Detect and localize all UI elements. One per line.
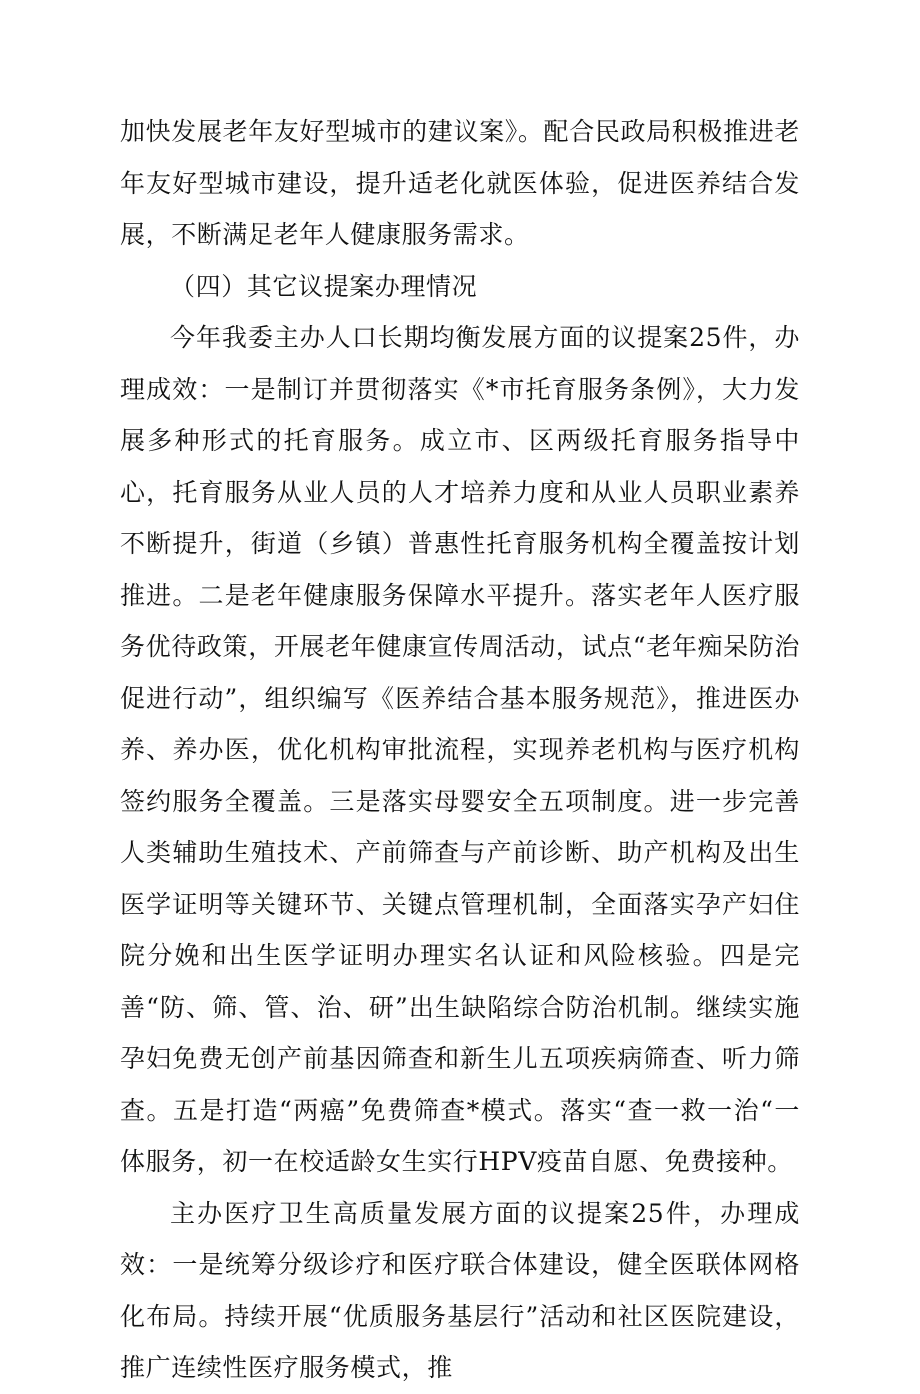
document-body	[120, 106, 800, 1394]
paragraph-medical-proposals: 主办医疗卫生高质量发展方面的议提案25件，办理成效：一是统筹分级诊疗和医疗联合体建设，健全医联体网格化布局。持续开展“优质服务基层行”活动和社区医院建设，推广连续性医疗服务模式，推	[120, 1198, 800, 1382]
paragraph-population-proposals: 今年我委主办人口长期均衡发展方面的议提案25件，办理成效：一是制订并贯彻落实《*市托育服务条例》，大力发展多种形式的托育服务。成立市、区两级托育服务指导中心，托育服务从业人员的人才培养力度和从业人员职业素养不断提升，街道（乡镇）普惠性托育服务机构全覆盖按计划推进。二是老年健康服务保障水平提升。落实老年人医疗服务优待政策，开展老年健康宣传周活动，试点“老年痴呆防治促进行动”，组织编写《医养结合基本服务规范》，推进医办养、养办医，优化机构审批流程，实现养老机构与医疗机构签约服务全覆盖。三是落实母婴安全五项制度。进一步完善人类辅助生殖技术、产前筛查与产前诊断、助产机构及出生医学证明等关键环节、关键点管理机制，全面落实孕产妇住院分娩和出生医学证明办理实名认证和风险核验。四是完善“防、筛、管、治、研”出生缺陷综合防治机制。继续实施孕妇免费无创产前基因筛查和新生儿五项疾病筛查、听力筛查。五是打造“两癌”免费筛查*模式。落实“查一救一治“一体服务，初一在校适龄女生实行HPV疫苗自愿、免费接种。	[120, 323, 800, 1176]
section-heading-four: （四）其它议提案办理情况	[170, 271, 478, 301]
paragraph-continuation: 加快发展老年友好型城市的建议案》。配合民政局积极推进老年友好型城市建设，提升适老化就医体验，促进医养结合发展，不断满足老年人健康服务需求。	[120, 117, 800, 249]
